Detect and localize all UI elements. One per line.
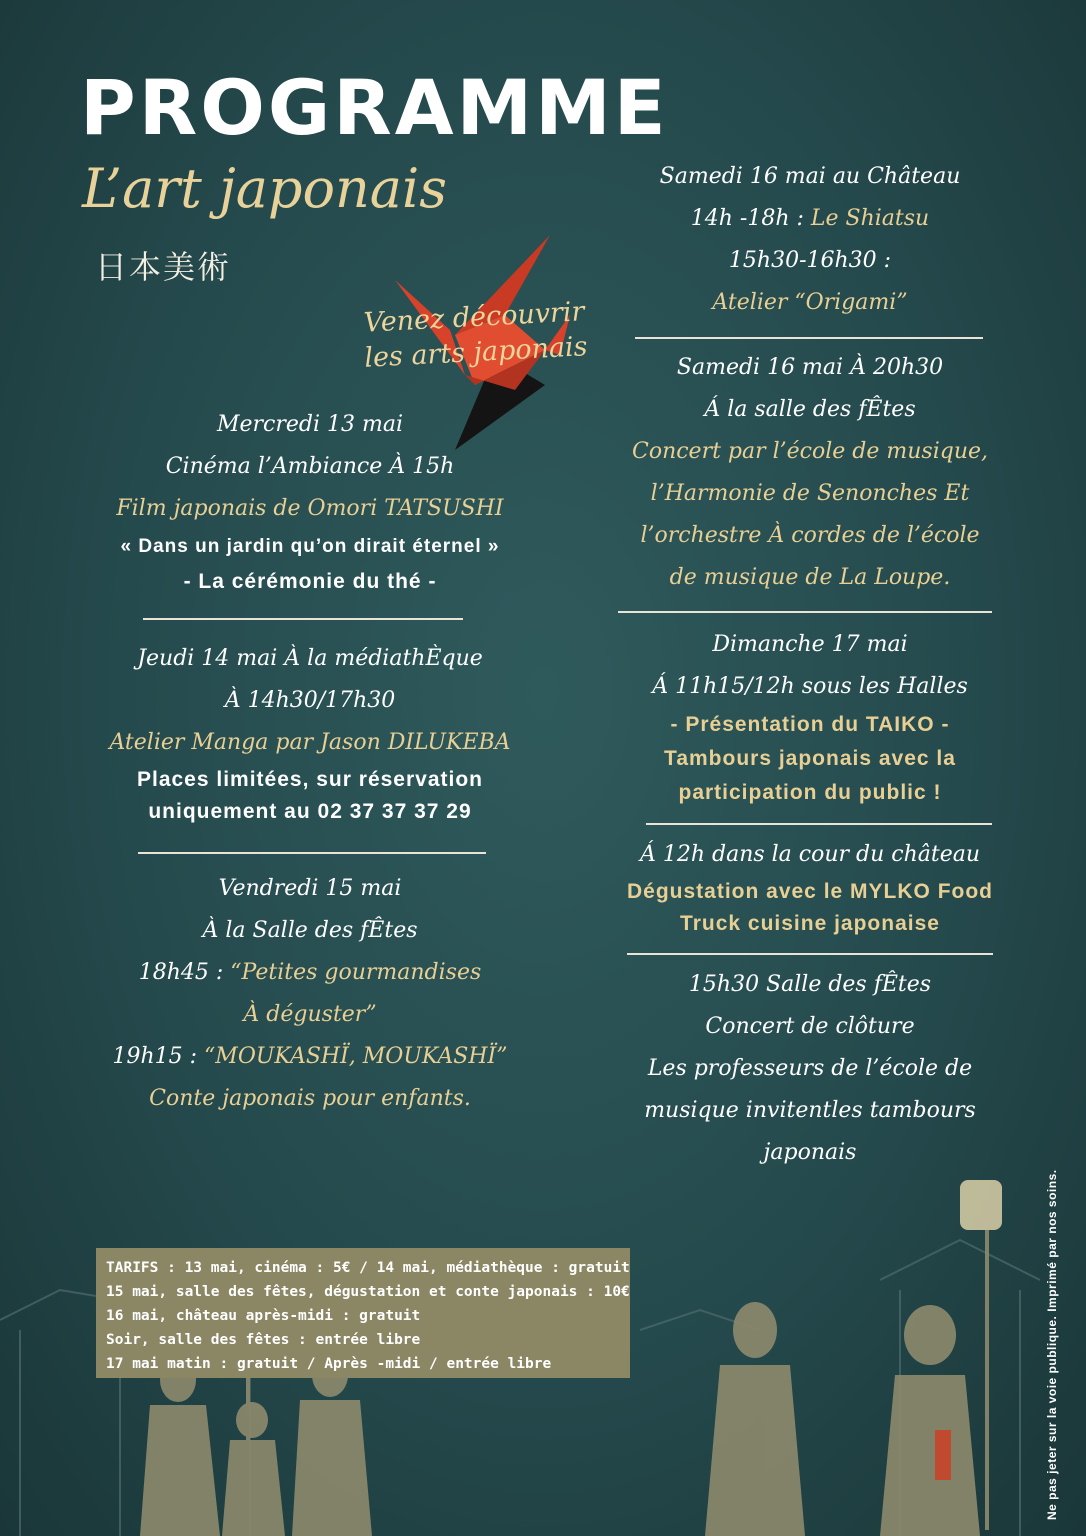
event-time: 14h -18h : (690, 206, 811, 231)
divider (646, 823, 992, 825)
tarifs-line: TARIFS : 13 mai, cinéma : 5€ / 14 mai, médiathèque : gratuit (106, 1260, 630, 1276)
event-desc: Concert par l’école de musique, (631, 439, 989, 464)
tagline-line-1: Venez découvrir (362, 296, 586, 339)
tarifs-line: 16 mai, château après-midi : gratuit (106, 1308, 421, 1324)
event-title: Film japonais de Omori TATSUSHI (116, 496, 504, 521)
event-samedi-soir (590, 347, 1030, 599)
event-jeudi (90, 638, 530, 828)
event-time: À 14h30/17h30 (224, 688, 396, 713)
event-line (90, 1036, 530, 1078)
event-title: Atelier “Origami” (712, 290, 908, 315)
event-date: Samedi 16 mai À 20h30 (676, 355, 944, 380)
divider (627, 953, 993, 955)
event-venue: Á la salle des fÊtes (704, 397, 916, 422)
event-title: Dégustation avec le MYLKO Food (626, 880, 994, 903)
event-time: 19h15 : (112, 1044, 205, 1069)
event-desc: participation du public ! (678, 781, 942, 804)
event-date: Mercredi 13 mai (216, 412, 404, 437)
event-venue: Á 11h15/12h sous les Halles (652, 674, 968, 699)
divider (138, 852, 486, 854)
event-date: Vendredi 15 mai (218, 876, 402, 901)
event-desc: Conte japonais pour enfants. (149, 1086, 471, 1111)
event-line (90, 952, 530, 994)
tarifs-line: 15 mai, salle des fêtes, dégustation et conte japonais : 10€ (106, 1284, 630, 1300)
event-date: Jeudi 14 mai À la médiathÈque (137, 646, 483, 671)
event-title: “MOUKASHÏ, MOUKASHÏ” (204, 1044, 508, 1069)
event-title: Atelier Manga par Jason DILUKEBA (109, 730, 511, 755)
tarifs-box (96, 1248, 630, 1378)
event-phone: uniquement au 02 37 37 37 29 (148, 800, 472, 823)
event-film-name: « Dans un jardin qu’on dirait éternel » (120, 536, 500, 557)
footer-note (1045, 1100, 1065, 1520)
event-title: - Présentation du TAIKO - (670, 713, 950, 736)
event-vendredi (90, 868, 530, 1120)
event-venue: 15h30 Salle des fÊtes (688, 972, 932, 997)
footer-note-text: Ne pas jeter sur la voie publique. Imprimé par nos soins. (1045, 1169, 1059, 1520)
event-midi (590, 834, 1030, 940)
event-title: “Petites gourmandises (230, 960, 482, 985)
event-title: Le Shiatsu (810, 206, 930, 231)
event-venue: Cinéma l’Ambiance À 15h (165, 454, 455, 479)
event-time: 15h30-16h30 : (728, 248, 892, 273)
event-title: Concert de clôture (705, 1014, 915, 1039)
divider (618, 611, 992, 613)
page-title: PROGRAMME (80, 63, 669, 152)
tarifs-line: Soir, salle des fêtes : entrée libre (106, 1332, 421, 1348)
event-date: Dimanche 17 mai (712, 632, 908, 657)
tagline (343, 293, 606, 377)
event-desc: l’orchestre À cordes de l’école (640, 523, 980, 548)
event-subtitle: - La cérémonie du thé - (183, 570, 437, 593)
event-desc: Truck cuisine japonaise (680, 912, 940, 935)
event-venue: Á 12h dans la cour du château (639, 842, 981, 867)
event-desc: Tambours japonais avec la (664, 747, 956, 770)
divider (143, 618, 463, 620)
divider (635, 337, 983, 339)
event-desc: l’Harmonie de Senonches Et (650, 481, 970, 506)
event-samedi-chateau (590, 156, 1030, 324)
kanji-title: 日本美術 (95, 248, 232, 286)
event-mercredi (90, 404, 530, 600)
event-info: Places limitées, sur réservation (136, 768, 483, 791)
event-desc: de musique de La Loupe. (669, 565, 951, 590)
event-desc: musique invitentles tambours (644, 1098, 976, 1123)
subtitle: L’art japonais (82, 157, 447, 220)
tagline-line-2: les arts japonais (363, 331, 589, 374)
event-time: 18h45 : (138, 960, 231, 985)
event-desc: Les professeurs de l’école de (647, 1056, 973, 1081)
event-cloture (590, 964, 1030, 1174)
event-line (590, 198, 1030, 240)
event-dimanche (590, 624, 1030, 810)
event-desc: japonais (763, 1140, 857, 1165)
event-venue: À la Salle des fÊtes (202, 918, 418, 943)
event-title-cont: À déguster” (243, 1002, 377, 1027)
event-date: Samedi 16 mai au Château (659, 164, 961, 189)
tarifs-line: 17 mai matin : gratuit / Après -midi / entrée libre (106, 1356, 552, 1372)
